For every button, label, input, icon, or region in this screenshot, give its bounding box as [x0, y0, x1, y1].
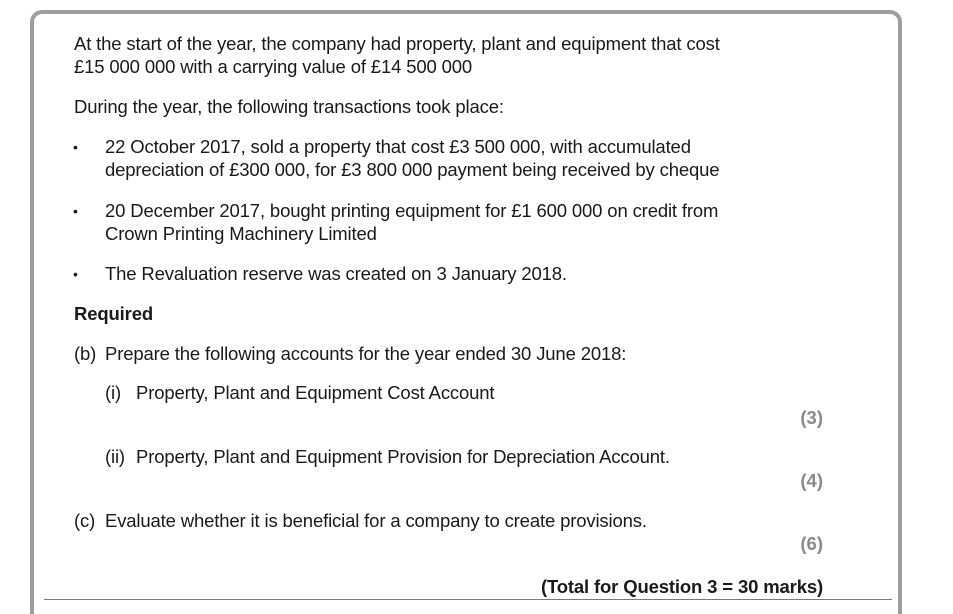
- required-heading: Required: [74, 303, 153, 324]
- part-b-ii-label: (ii): [105, 446, 125, 467]
- intro-line-2: £15 000 000 with a carrying value of £14 500 000: [74, 56, 473, 77]
- divider: [44, 599, 892, 600]
- transactions-heading: During the year, the following transactions took place:: [74, 96, 504, 117]
- part-c-label: (c): [74, 510, 96, 531]
- part-b-i-label: (i): [105, 382, 121, 403]
- part-b-label: (b): [74, 343, 97, 364]
- marks-b-i: (3): [800, 407, 823, 428]
- bullet-1-line-2: depreciation of £300 000, for £3 800 000 payment being received by cheque: [105, 159, 720, 180]
- bullet-marker: •: [73, 139, 78, 155]
- intro-line-1: At the start of the year, the company had property, plant and equipment that cost: [74, 33, 720, 54]
- bullet-2-line-1: 20 December 2017, bought printing equipment for £1 600 000 on credit from: [105, 200, 719, 221]
- part-c-text: Evaluate whether it is beneficial for a company to create provisions.: [105, 510, 647, 531]
- bullet-marker: •: [73, 203, 78, 219]
- total-marks: (Total for Question 3 = 30 marks): [540, 576, 823, 597]
- part-b-ii-text: Property, Plant and Equipment Provision for Depreciation Account.: [136, 446, 670, 467]
- marks-c: (6): [800, 533, 823, 554]
- bullet-1-line-1: 22 October 2017, sold a property that cost £3 500 000, with accumulated: [105, 136, 691, 157]
- bullet-marker: •: [73, 266, 78, 282]
- bullet-2-line-2: Crown Printing Machinery Limited: [105, 223, 377, 244]
- part-b-text: Prepare the following accounts for the year ended 30 June 2018:: [105, 343, 627, 364]
- marks-b-ii: (4): [800, 470, 823, 491]
- part-b-i-text: Property, Plant and Equipment Cost Account: [136, 382, 495, 403]
- bullet-3-line-1: The Revaluation reserve was created on 3 January 2018.: [105, 263, 567, 284]
